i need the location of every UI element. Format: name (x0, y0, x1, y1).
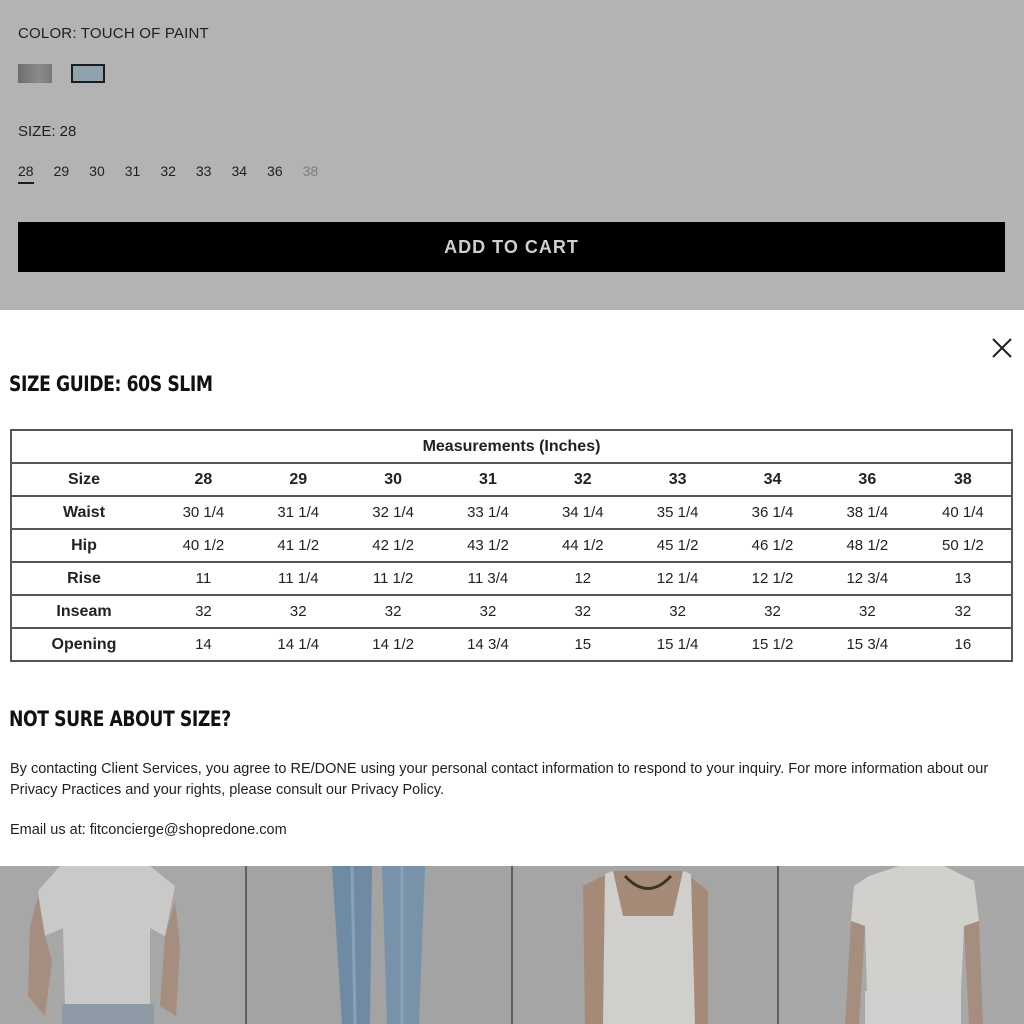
header-size-38: 38 (915, 463, 1012, 496)
product-thumbnail-tank[interactable] (511, 866, 777, 1024)
header-size-29: 29 (251, 463, 346, 496)
size-option-31[interactable]: 31 (124, 163, 141, 179)
table-cell: 32 (535, 595, 630, 628)
table-cell: 31 1/4 (251, 496, 346, 529)
table-cell: 11 (156, 562, 251, 595)
color-swatch-touch-of-paint[interactable] (18, 64, 52, 83)
header-size-31: 31 (441, 463, 536, 496)
size-option-33[interactable]: 33 (195, 163, 212, 179)
table-cell: 14 (156, 628, 251, 661)
add-to-cart-button[interactable]: ADD TO CART (18, 222, 1005, 272)
header-size-34: 34 (725, 463, 820, 496)
size-option-34[interactable]: 34 (231, 163, 248, 179)
color-label: COLOR: TOUCH OF PAINT (18, 25, 209, 42)
size-option-36[interactable]: 36 (267, 163, 283, 179)
table-cell: 15 1/4 (630, 628, 725, 661)
measurements-table (10, 429, 1013, 662)
table-cell: 15 1/2 (725, 628, 820, 661)
header-size-33: 33 (630, 463, 725, 496)
product-thumbnail-tee[interactable] (0, 866, 245, 1024)
table-cell: 50 1/2 (915, 529, 1012, 562)
table-cell: 12 (535, 562, 630, 595)
table-cell: 40 1/2 (156, 529, 251, 562)
table-cell: 16 (915, 628, 1012, 661)
privacy-disclaimer: By contacting Client Services, you agree to RE/DONE using your personal contact information to respond to your inquiry. For more information about our Privacy Practices and your rights, please consult our Privacy Policy. (10, 761, 989, 798)
table-cell: 32 (156, 595, 251, 628)
table-header-row (11, 463, 1012, 496)
table-cell: 14 3/4 (441, 628, 536, 661)
table-row (11, 496, 1012, 529)
tee-image (0, 866, 245, 1024)
table-cell: 35 1/4 (630, 496, 725, 529)
table-cell: 34 1/4 (535, 496, 630, 529)
table-row (11, 628, 1012, 661)
header-size-30: 30 (346, 463, 441, 496)
table-cell: 45 1/2 (630, 529, 725, 562)
row-label: Hip (11, 529, 156, 562)
table-cell: 41 1/2 (251, 529, 346, 562)
table-cell: 12 1/2 (725, 562, 820, 595)
product-thumbnail-cropped-tee[interactable] (777, 866, 1024, 1024)
size-guide-title: SIZE GUIDE: 60S SLIM (9, 372, 213, 396)
color-swatch-light-blue[interactable] (71, 64, 105, 83)
table-row (11, 529, 1012, 562)
table-cell: 44 1/2 (535, 529, 630, 562)
header-size-28: 28 (156, 463, 251, 496)
table-caption: Measurements (Inches) (11, 430, 1012, 463)
product-thumbnail-jeans[interactable] (245, 866, 511, 1024)
table-cell: 32 (725, 595, 820, 628)
row-label: Rise (11, 562, 156, 595)
size-option-29[interactable]: 29 (53, 163, 70, 179)
row-label: Inseam (11, 595, 156, 628)
table-cell: 14 1/2 (346, 628, 441, 661)
table-cell: 12 3/4 (820, 562, 915, 595)
size-selector (18, 163, 338, 184)
table-cell: 32 (820, 595, 915, 628)
table-cell: 11 1/4 (251, 562, 346, 595)
header-size-32: 32 (535, 463, 630, 496)
contact-email[interactable]: Email us at: fitconcierge@shopredone.com (10, 822, 287, 838)
help-heading: NOT SURE ABOUT SIZE? (9, 707, 231, 731)
table-cell: 15 (535, 628, 630, 661)
header-size-36: 36 (820, 463, 915, 496)
table-cell: 32 (346, 595, 441, 628)
table-cell: 13 (915, 562, 1012, 595)
table-row (11, 595, 1012, 628)
size-label: SIZE: 28 (18, 123, 77, 140)
table-cell: 43 1/2 (441, 529, 536, 562)
cropped-tee-image (779, 866, 1024, 1024)
row-label: Waist (11, 496, 156, 529)
table-cell: 32 (441, 595, 536, 628)
table-cell: 11 3/4 (441, 562, 536, 595)
table-cell: 36 1/4 (725, 496, 820, 529)
size-option-30[interactable]: 30 (89, 163, 105, 179)
table-cell: 32 (251, 595, 346, 628)
jeans-image (247, 866, 511, 1024)
table-cell: 46 1/2 (725, 529, 820, 562)
table-row (11, 562, 1012, 595)
product-thumbnails (0, 866, 1024, 1024)
table-cell: 14 1/4 (251, 628, 346, 661)
table-cell: 32 1/4 (346, 496, 441, 529)
size-option-28[interactable]: 28 (18, 163, 34, 184)
table-cell: 38 1/4 (820, 496, 915, 529)
table-cell: 32 (915, 595, 1012, 628)
table-cell: 42 1/2 (346, 529, 441, 562)
table-cell: 11 1/2 (346, 562, 441, 595)
table-cell: 15 3/4 (820, 628, 915, 661)
table-cell: 33 1/4 (441, 496, 536, 529)
tank-image (513, 866, 777, 1024)
table-cell: 40 1/4 (915, 496, 1012, 529)
table-cell: 30 1/4 (156, 496, 251, 529)
size-option-32[interactable]: 32 (160, 163, 176, 179)
close-icon[interactable] (990, 336, 1014, 360)
product-panel (0, 0, 1024, 310)
size-option-38[interactable]: 38 (302, 163, 319, 179)
table-cell: 32 (630, 595, 725, 628)
table-cell: 48 1/2 (820, 529, 915, 562)
table-cell: 12 1/4 (630, 562, 725, 595)
row-label: Opening (11, 628, 156, 661)
header-size-label: Size (11, 463, 156, 496)
